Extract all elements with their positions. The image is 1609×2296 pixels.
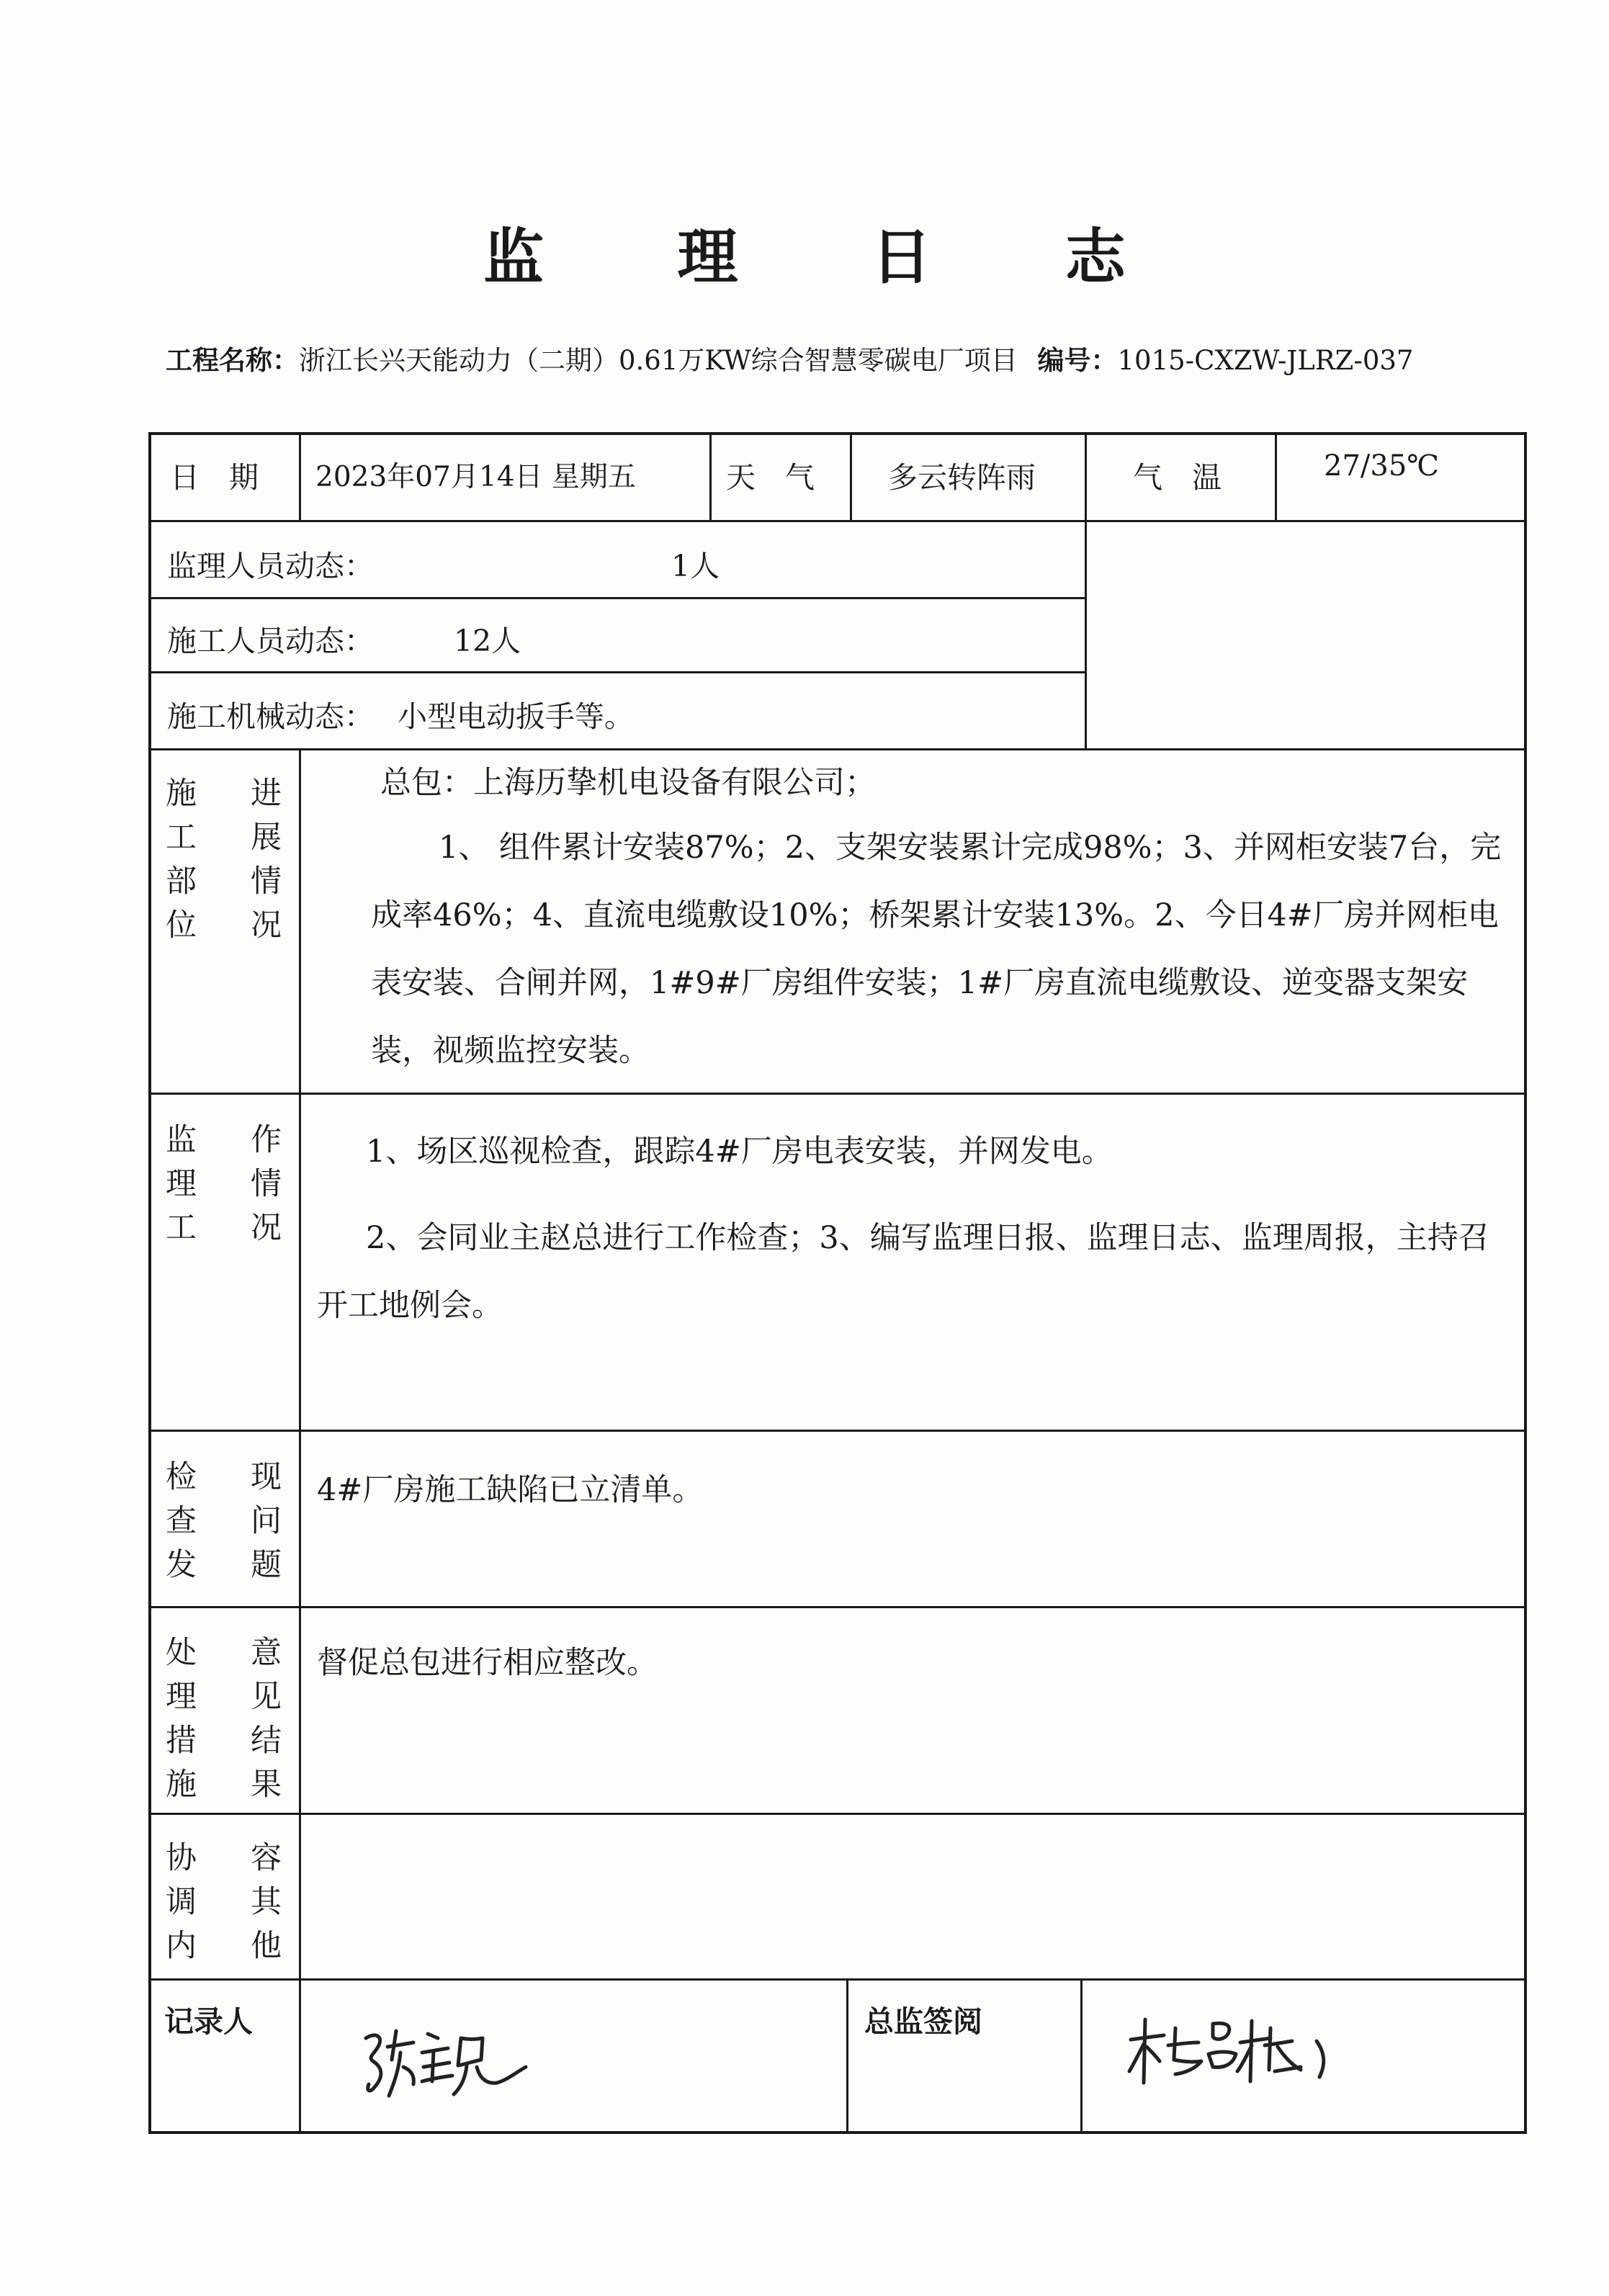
table-rule xyxy=(1085,432,1087,749)
project-name: 浙江长兴天能动力（二期）0.61万KW综合智慧零碳电厂项目 xyxy=(299,345,1018,376)
table-rule xyxy=(299,432,301,521)
table-rule xyxy=(148,1813,1527,1815)
issues-text: 4#厂房施工缺陷已立清单。 xyxy=(317,1472,704,1508)
recorder-label: 记录人 xyxy=(164,2004,253,2039)
supervisor-staff-label: 监理人员动态： xyxy=(167,549,374,583)
project-code: 1015-CXZW-JLRZ-037 xyxy=(1117,345,1414,376)
table-border-top xyxy=(148,432,1527,435)
table-rule xyxy=(148,1430,1527,1432)
project-code-label: 编号： xyxy=(1037,344,1118,376)
machinery-value: 小型电动扳手等。 xyxy=(398,699,634,734)
progress-label-right: 进展情况 xyxy=(251,776,282,943)
temperature-label: 气 温 xyxy=(1133,460,1222,495)
table-rule xyxy=(148,597,1086,599)
table-rule xyxy=(1275,432,1277,521)
supervision-label-right: 作情况 xyxy=(251,1122,282,1246)
chief-supervisor-label: 总监签阅 xyxy=(864,2004,982,2039)
table-border-left xyxy=(148,432,151,2134)
project-info-line xyxy=(166,338,1534,377)
workers-value: 12人 xyxy=(454,624,521,658)
date-label: 日 期 xyxy=(170,460,259,495)
machinery-label: 施工机械动态： xyxy=(167,699,374,734)
handling-text: 督促总包进行相应整改。 xyxy=(317,1645,658,1681)
table-rule xyxy=(850,432,852,521)
table-rule xyxy=(148,748,1527,750)
progress-label-left: 施工部位 xyxy=(166,776,197,943)
weather-value: 多云转阵雨 xyxy=(888,460,1036,495)
table-rule xyxy=(1080,1978,1083,2134)
handling-label-right: 意见结果 xyxy=(251,1635,282,1803)
table-rule xyxy=(148,520,1527,522)
handling-label-left: 处理措施 xyxy=(166,1635,197,1803)
date-value: 2023年07月14日 星期五 xyxy=(315,461,636,493)
table-rule xyxy=(148,1093,1527,1095)
table-rule xyxy=(846,1978,848,2134)
issues-label-right: 现问题 xyxy=(251,1459,282,1583)
table-border-right xyxy=(1524,432,1527,2134)
coordination-label-right: 容其他 xyxy=(251,1840,282,1964)
supervision-label-left: 监理工 xyxy=(166,1122,197,1246)
table-rule xyxy=(299,748,301,2134)
chief-supervisor-signature xyxy=(1124,2002,1354,2096)
supervision-item-1: 1、场区巡视检查，跟踪4#厂房电表安装，并网发电。 xyxy=(366,1134,1113,1170)
table-rule xyxy=(148,671,1086,673)
workers-label: 施工人员动态： xyxy=(167,624,374,658)
weather-label: 天 气 xyxy=(726,460,815,495)
issues-label-left: 检查发 xyxy=(166,1459,197,1583)
project-name-label: 工程名称： xyxy=(166,344,299,376)
table-rule xyxy=(709,432,712,521)
supervision-text: 2、会同业主赵总进行工作检查；3、编写监理日报、监理日志、监理周报，主持召开工地例会。 xyxy=(317,1220,1489,1324)
temperature-value: 27/35℃ xyxy=(1324,449,1440,483)
table-rule xyxy=(148,1978,1527,1981)
table-border-bottom xyxy=(148,2131,1527,2134)
coordination-label-left: 协调内 xyxy=(166,1840,197,1964)
supervisor-staff-value: 1人 xyxy=(671,549,720,583)
recorder-signature xyxy=(353,2009,540,2117)
page-title: 监 理 日 志 xyxy=(483,221,1182,292)
progress-text: 1、 组件累计安装87%；2、支架安装累计完成98%；3、并网柜安装7台，完成率46%；4、直流电缆敷设10%；桥架累计安装13%。2、今日4#厂房并网柜电表安装、合闸并网，1#9#厂房组件安装；1#厂房直流电缆敷设、逆变器支架安装，视频监控安装。 xyxy=(371,830,1502,1069)
table-rule xyxy=(148,1606,1527,1608)
progress-contractor: 总包：上海历挚机电设备有限公司； xyxy=(380,765,876,801)
